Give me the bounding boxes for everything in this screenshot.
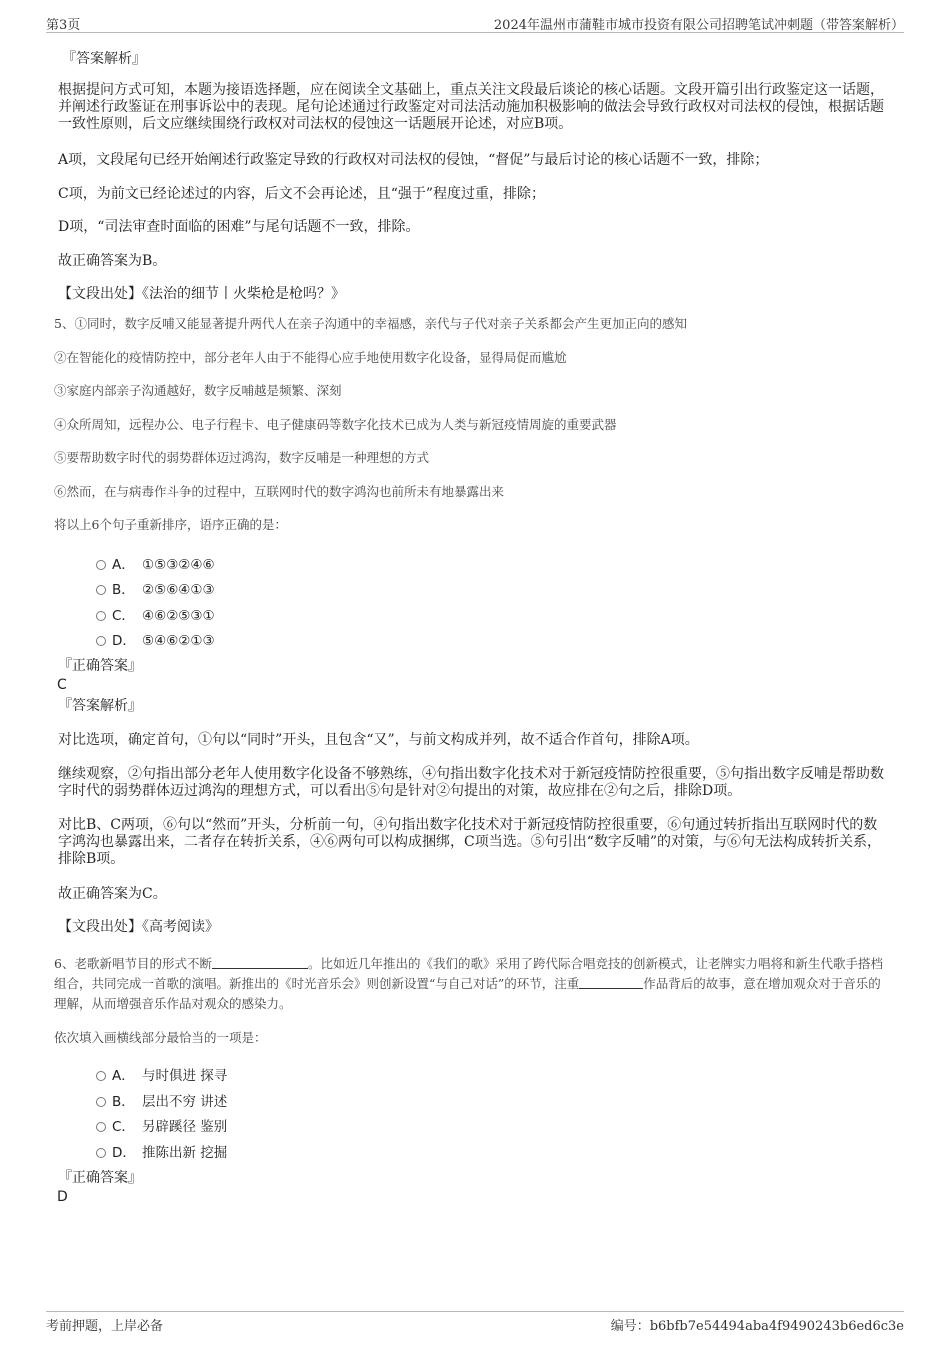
q4-analysis-conclusion: 故正确答案为B。	[58, 253, 167, 269]
q4-analysis-paragraph-4: D项，“司法审查时面临的困难”与尾句话题不一致，排除。	[58, 219, 420, 235]
q5-analysis-label: 『答案解析』	[58, 698, 142, 714]
q5-answer: C	[57, 677, 67, 693]
radio-icon[interactable]	[96, 636, 106, 646]
option-text: 推陈出新 挖掘	[142, 1145, 228, 1161]
q5-sentence-3: ③家庭内部亲子沟通越好，数字反哺越是频繁、深刻	[54, 383, 342, 398]
q5-analysis-paragraph-2: 继续观察，②句指出部分老年人使用数字化设备不够熟练，④句指出数字化技术对于新冠疫情防控很重要，⑤句指出数字反哺是帮助数字时代的弱势群体迈过鸿沟的理想方式，可以看出⑤句是针对②句提出的对策，故应排在②句之后，排除D项。	[58, 766, 884, 799]
q5-option-d[interactable]: D． ⑤④⑥②①③	[96, 629, 215, 647]
radio-icon[interactable]	[96, 585, 106, 595]
q5-option-c[interactable]: C． ④⑥②⑤③①	[96, 604, 215, 622]
document-id: 编号：b6bfb7e54494aba4f9490243b6ed6c3e	[610, 1319, 904, 1334]
radio-icon[interactable]	[96, 611, 106, 621]
q6-option-a[interactable]: A． 与时俱进 探寻	[96, 1064, 227, 1082]
q5-analysis-conclusion: 故正确答案为C。	[58, 886, 167, 902]
q6-stem: 6、老歌新唱节目的形式不断 。比如近几年推出的《我们的歌》采用了跨代际合唱竞技的创新模式，让老牌实力唱将和新生代歌手搭档组合，共同完成一首歌的演唱。新推出的《时光音乐会》则创新设置“与自己对话”的环节，注重 作品背后的故事，意在增加观众对于音乐的理解，从而增强音乐作品对观众的感染力。	[54, 956, 883, 1011]
q4-analysis-paragraph-1: 根据提问方式可知，本题为接语选择题，应在阅读全文基础上，重点关注文段最后谈论的核心话题。文段开篇引出行政鉴定这一话题，并阐述行政鉴证在刑事诉讼中的表现。尾句论述通过行政鉴定对司法活动施加积极影响的做法会导致行政权对司法权的侵蚀，根据话题一致性原则，后文应继续围绕行政权对司法权的侵蚀这一话题展开论述，对应B项。	[58, 82, 884, 132]
q4-analysis-paragraph-2: A项，文段尾句已经开始阐述行政鉴定导致的行政权对司法权的侵蚀，“督促”与最后讨论的核心话题不一致，排除；	[58, 152, 769, 168]
q6-option-d[interactable]: D． 推陈出新 挖掘	[96, 1141, 227, 1159]
option-text: 层出不穷 讲述	[142, 1094, 228, 1110]
page-header	[46, 14, 904, 33]
q6-answer-label: 『正确答案』	[58, 1170, 142, 1186]
fill-blank-1[interactable]	[212, 956, 308, 969]
q4-source: 【文段出处】《法治的细节丨火柴枪是枪吗？》	[58, 286, 345, 302]
q6-answer: D	[57, 1189, 68, 1205]
q5-option-a[interactable]: A． ①⑤③②④⑥	[96, 553, 215, 571]
option-text: ①⑤③②④⑥	[142, 557, 215, 573]
q6-option-b[interactable]: B． 层出不穷 讲述	[96, 1090, 227, 1108]
q5-sentence-2: ②在智能化的疫情防控中，部分老年人由于不能得心应手地使用数字化设备，显得局促而尴尬	[54, 350, 567, 365]
page-footer	[46, 1311, 904, 1332]
radio-icon[interactable]	[96, 1148, 106, 1158]
option-text: 另辟蹊径 鉴别	[142, 1119, 228, 1135]
q5-analysis-paragraph-1: 对比选项，确定首句，①句以“同时”开头，且包含“又”，与前文构成并列，故不适合作首句，排除A项。	[58, 732, 699, 748]
q5-sentence-6: ⑥然而，在与病毒作斗争的过程中，互联网时代的数字鸿沟也前所未有地暴露出来	[54, 484, 505, 499]
option-text: ④⑥②⑤③①	[142, 608, 215, 624]
q5-answer-label: 『正确答案』	[58, 658, 142, 674]
q5-sentence-5: ⑤要帮助数字时代的弱势群体迈过鸿沟，数字反哺是一种理想的方式	[54, 450, 430, 465]
q4-analysis-paragraph-3: C项，为前文已经论述过的内容，后文不会再论述，且“强于”程度过重，排除；	[58, 186, 546, 202]
q5-question: 将以上6个句子重新排序，语序正确的是：	[54, 517, 287, 532]
document-title: 2024年温州市蒲鞋市城市投资有限公司招聘笔试冲刺题（带答案解析）	[493, 18, 904, 33]
radio-icon[interactable]	[96, 560, 106, 570]
q6-option-c[interactable]: C． 另辟蹊径 鉴别	[96, 1115, 227, 1133]
footer-slogan: 考前押题，上岸必备	[46, 1319, 164, 1334]
page-number: 第3页	[46, 18, 81, 33]
radio-icon[interactable]	[96, 1122, 106, 1132]
q5-sentence-4: ④众所周知，远程办公、电子行程卡、电子健康码等数字化技术已成为人类与新冠疫情周旋的重要武器	[54, 417, 617, 432]
option-text: ②⑤⑥④①③	[142, 582, 215, 598]
q5-source: 【文段出处】《高考阅读》	[58, 919, 219, 935]
fill-blank-2[interactable]	[579, 976, 643, 989]
radio-icon[interactable]	[96, 1071, 106, 1081]
q5-option-b[interactable]: B． ②⑤⑥④①③	[96, 578, 215, 596]
q5-stem: 5、①同时，数字反哺又能显著提升两代人在亲子沟通中的幸福感，亲代与子代对亲子关系都会产生更加正向的感知	[54, 316, 687, 331]
q6-question: 依次填入画横线部分最恰当的一项是：	[54, 1030, 267, 1045]
q4-analysis-label: 『答案解析』	[62, 51, 146, 67]
radio-icon[interactable]	[96, 1097, 106, 1107]
option-text: 与时俱进 探寻	[142, 1068, 228, 1084]
option-text: ⑤④⑥②①③	[142, 633, 215, 649]
q5-analysis-paragraph-3: 对比B、C两项，⑥句以“然而”开头，分析前一句，④句指出数字化技术对于新冠疫情防控很重要，⑥句通过转折指出互联网时代的数字鸿沟也暴露出来，二者存在转折关系，④⑥两句可以构成捆绑，C项当选。⑤句引出“数字反哺”的对策，与⑥句无法构成转折关系，排除B项。	[58, 817, 882, 867]
